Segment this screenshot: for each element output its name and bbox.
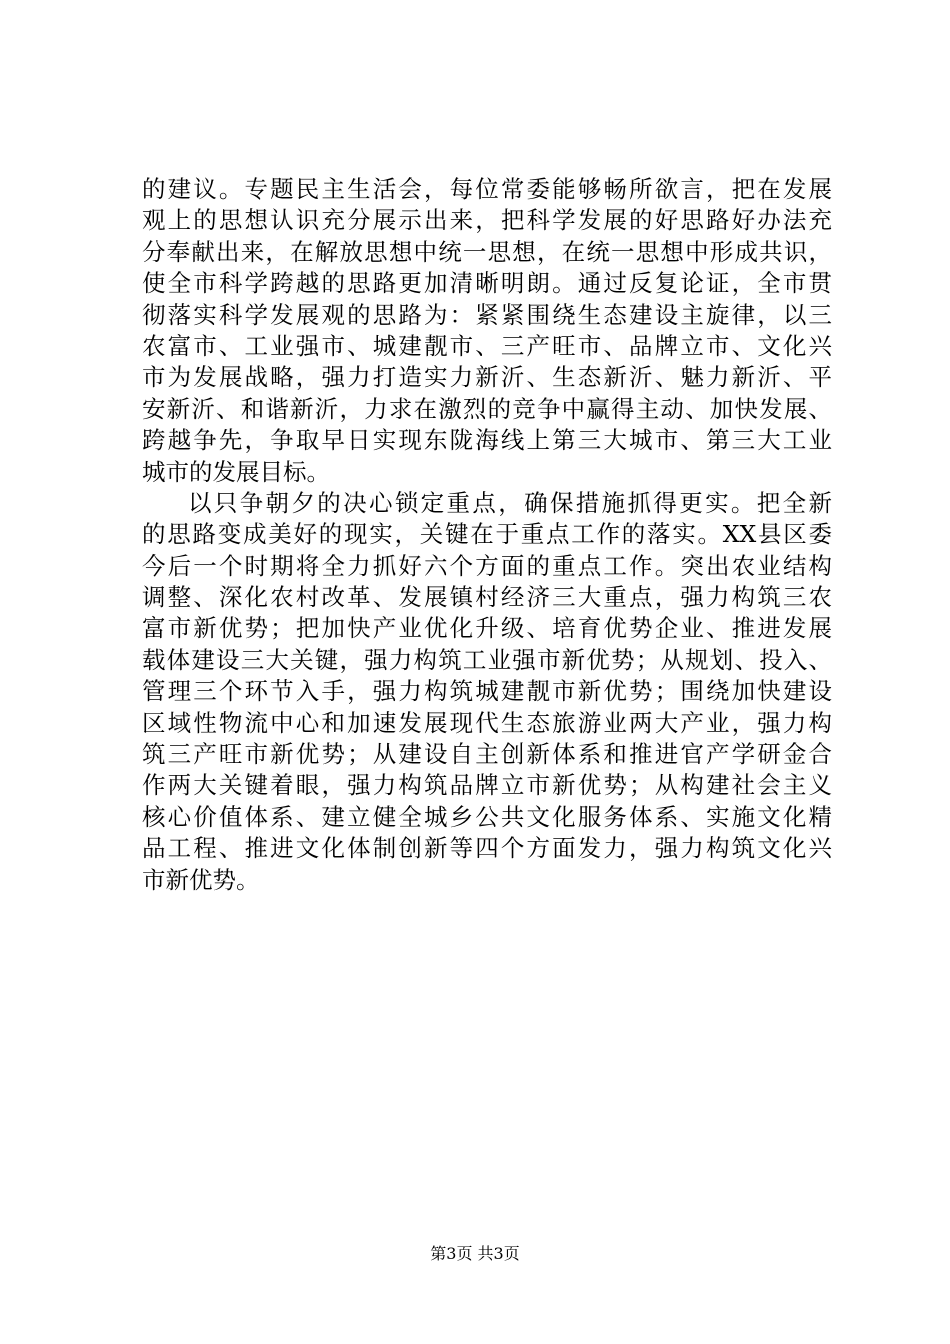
text-line: 市为发展战略，强力打造实力新沂、生态新沂、魅力新沂、平 (142, 363, 832, 392)
text-line: 以只争朝夕的决心锁定重点，确保措施抓得更实。把全新 (188, 488, 832, 517)
text-line: 跨越争先，争取早日实现东陇海线上第三大城市、第三大工业 (142, 426, 832, 455)
text-line: 今后一个时期将全力抓好六个方面的重点工作。突出农业结构 (142, 551, 832, 580)
text-line: 核心价值体系、建立健全城乡公共文化服务体系、实施文化精 (142, 802, 832, 831)
page-footer: 第3页 共3页 (430, 1244, 520, 1263)
text-line: 富市新优势；把加快产业优化升级、培育优势企业、推进发展 (142, 614, 832, 643)
text-line: 分奉献出来，在解放思想中统一思想，在统一思想中形成共识， (142, 237, 832, 266)
text-line: 的思路变成美好的现实，关键在于重点工作的落实。XX县区委 (142, 520, 832, 549)
text-line: 作两大关键着眼，强力构筑品牌立市新优势；从构建社会主义 (142, 771, 832, 800)
text-line: 的建议。专题民主生活会，每位常委能够畅所欲言，把在发展 (142, 175, 832, 203)
paragraph (142, 488, 832, 896)
text-line: 管理三个环节入手，强力构筑城建靓市新优势；围绕加快建设 (142, 677, 832, 706)
text-line: 农富市、工业强市、城建靓市、三产旺市、品牌立市、文化兴 (142, 331, 832, 360)
text-line: 安新沂、和谐新沂，力求在激烈的竞争中赢得主动、加快发展、 (142, 394, 832, 423)
text-line: 彻落实科学发展观的思路为：紧紧围绕生态建设主旋律，以三 (142, 300, 832, 329)
paragraph (142, 174, 832, 488)
text-line: 品工程、推进文化体制创新等四个方面发力，强力构筑文化兴 (142, 834, 832, 863)
text-line: 观上的思想认识充分展示出来，把科学发展的好思路好办法充 (142, 206, 832, 235)
document-body (142, 174, 832, 896)
text-line: 城市的发展目标。 (142, 457, 330, 486)
text-line: 筑三产旺市新优势；从建设自主创新体系和推进官产学研金合 (142, 740, 832, 769)
text-line: 调整、深化农村改革、发展镇村经济三大重点，强力构筑三农 (142, 583, 832, 612)
text-line: 区域性物流中心和加速发展现代生态旅游业两大产业，强力构 (142, 708, 832, 737)
text-line: 市新优势。 (142, 865, 260, 894)
text-line: 载体建设三大关键，强力构筑工业强市新优势；从规划、投入、 (142, 645, 832, 674)
text-line: 使全市科学跨越的思路更加清晰明朗。通过反复论证，全市贯 (142, 269, 832, 298)
